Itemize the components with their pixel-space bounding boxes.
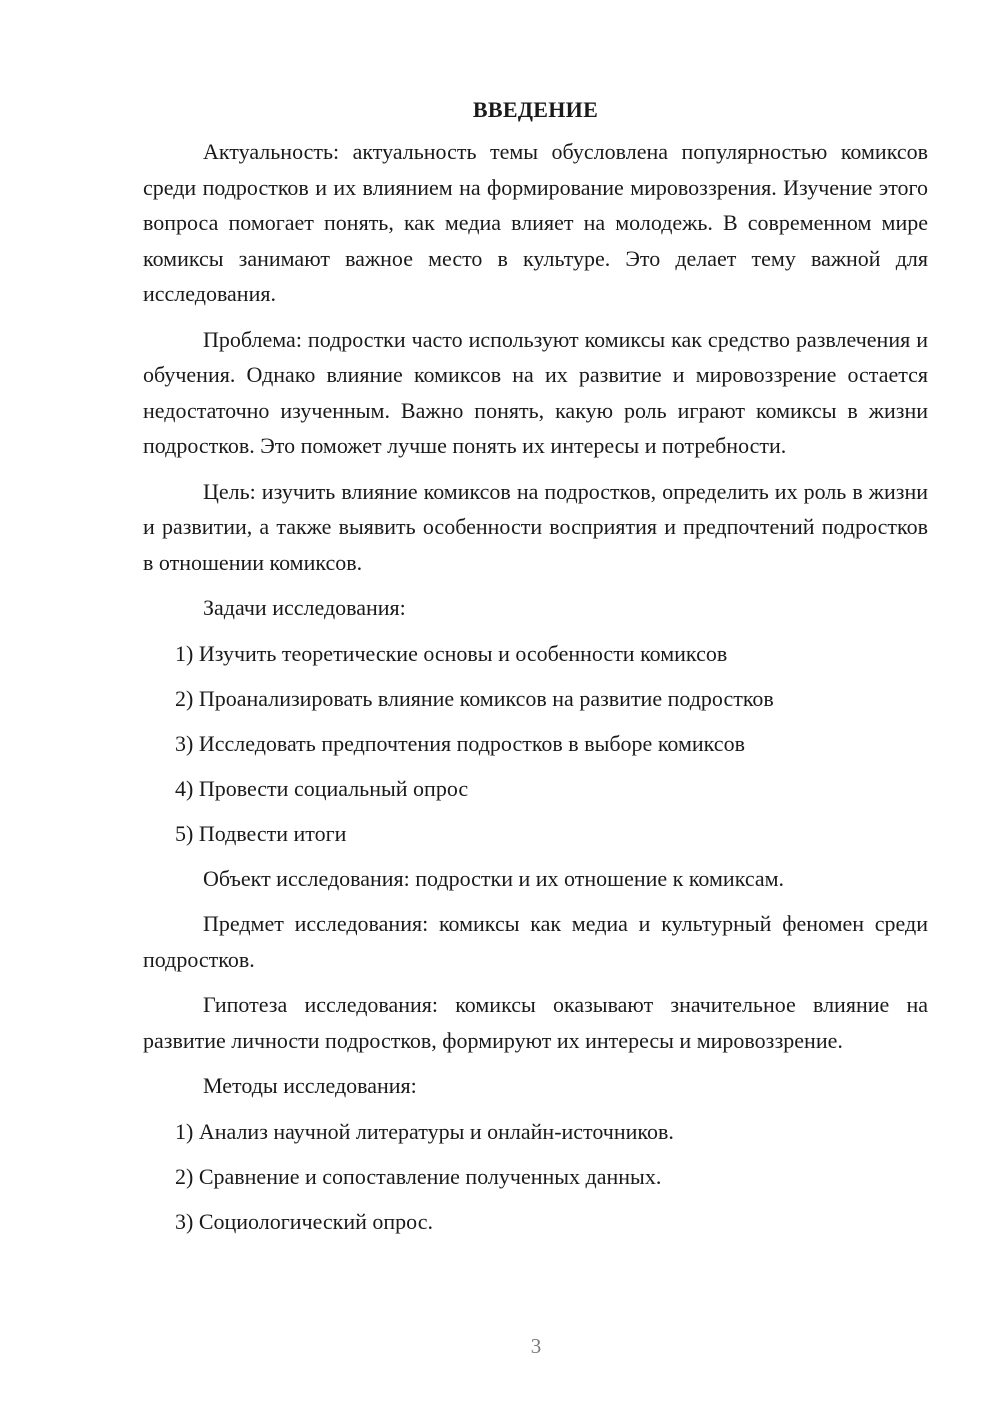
- paragraph-goal: Цель: изучить влияние комиксов на подростков, определить их роль в жизни и развитии, а также выявить особенности восприятия и предпочтений подростков в отношении комиксов.: [143, 478, 928, 575]
- methods-heading: Методы исследования:: [203, 1073, 417, 1098]
- paragraph-problem: Проблема: подростки часто используют комиксы как средство развлечения и обучения. Однако влияние комиксов на их развитие и мировоззрение остается недостаточно изученным. Важно понять, какую роль играют комиксы в жизни подростков. Это поможет лучше понять их интересы и потребности.: [143, 326, 928, 458]
- list-item: 3) Исследовать предпочтения подростков в выборе комиксов: [175, 730, 745, 756]
- paragraph-relevance: Актуальность: актуальность темы обусловлена популярностью комиксов среди подростков и их влиянием на формирование мировоззрения. Изучение этого вопроса помогает понять, как медиа влияет на молодежь. В современном мире комиксы занимают важное место в культуре. Это делает тему важной для исследования.: [143, 139, 928, 306]
- page-title: ВВЕДЕНИЕ: [472, 97, 599, 122]
- list-item: 2) Проанализировать влияние комиксов на развитие подростков: [175, 685, 774, 711]
- paragraph-subject: Предмет исследования: комиксы как медиа и культурный феномен среди подростков.: [143, 911, 928, 972]
- tasks-heading: Задачи исследования:: [203, 595, 406, 620]
- tasks-list: [143, 636, 928, 852]
- list-item: 2) Сравнение и сопоставление полученных данных.: [175, 1163, 662, 1189]
- list-item: 3) Социологический опрос.: [175, 1208, 433, 1234]
- document-page: [143, 92, 928, 1249]
- list-item: 1) Изучить теоретические основы и особенности комиксов: [175, 640, 728, 666]
- paragraph-object: Объект исследования: подростки и их отношение к комиксам.: [203, 865, 785, 891]
- methods-list: [143, 1114, 928, 1240]
- page-number: 3: [530, 1334, 542, 1358]
- paragraph-hypothesis: Гипотеза исследования: комиксы оказывают значительное влияние на развитие личности подростков, формируют их интересы и мировоззрение.: [143, 992, 928, 1053]
- list-item: 4) Провести социальный опрос: [175, 775, 469, 801]
- list-item: 5) Подвести итоги: [175, 820, 347, 846]
- list-item: 1) Анализ научной литературы и онлайн-источников.: [175, 1118, 674, 1144]
